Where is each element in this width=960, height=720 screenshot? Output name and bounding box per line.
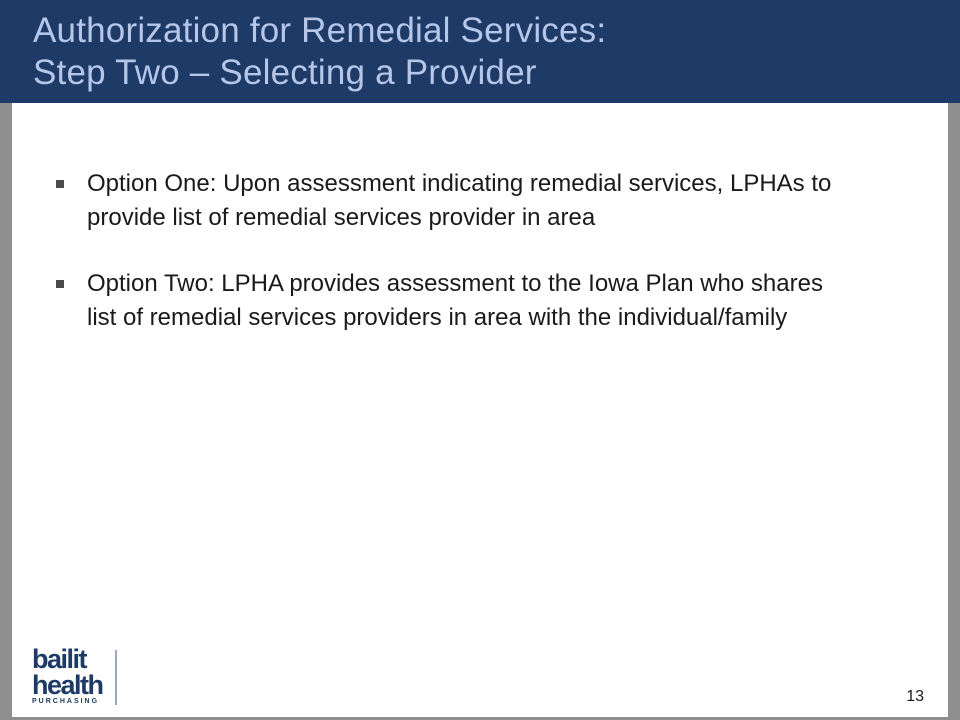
slide-title-line-2: Step Two – Selecting a Provider [33, 53, 537, 92]
bullet-item-option-one [12, 167, 948, 235]
logo-line-2: health [32, 670, 103, 700]
square-bullet-icon [56, 280, 64, 288]
bailit-health-logo [32, 646, 132, 708]
bullet-item-option-two [12, 267, 948, 335]
logo-subtitle: PURCHASING [32, 698, 100, 705]
title-bar [0, 0, 960, 103]
slide-title-line-1: Authorization for Remedial Services: [33, 11, 607, 50]
square-bullet-icon [56, 180, 64, 188]
bullet-text-option-two: Option Two: LPHA provides assessment to the Iowa Plan who shares list of remedial services providers in area with the individual/family [87, 270, 823, 331]
page-number: 13 [906, 688, 924, 705]
bullet-list [12, 167, 948, 367]
bullet-text-option-one: Option One: Upon assessment indicating remedial services, LPHAs to provide list of remedial services provider in area [87, 170, 832, 231]
slide-title [33, 10, 606, 94]
logo-line-1: bailit [32, 644, 87, 674]
slide-content [12, 103, 948, 717]
logo-divider [115, 650, 117, 705]
